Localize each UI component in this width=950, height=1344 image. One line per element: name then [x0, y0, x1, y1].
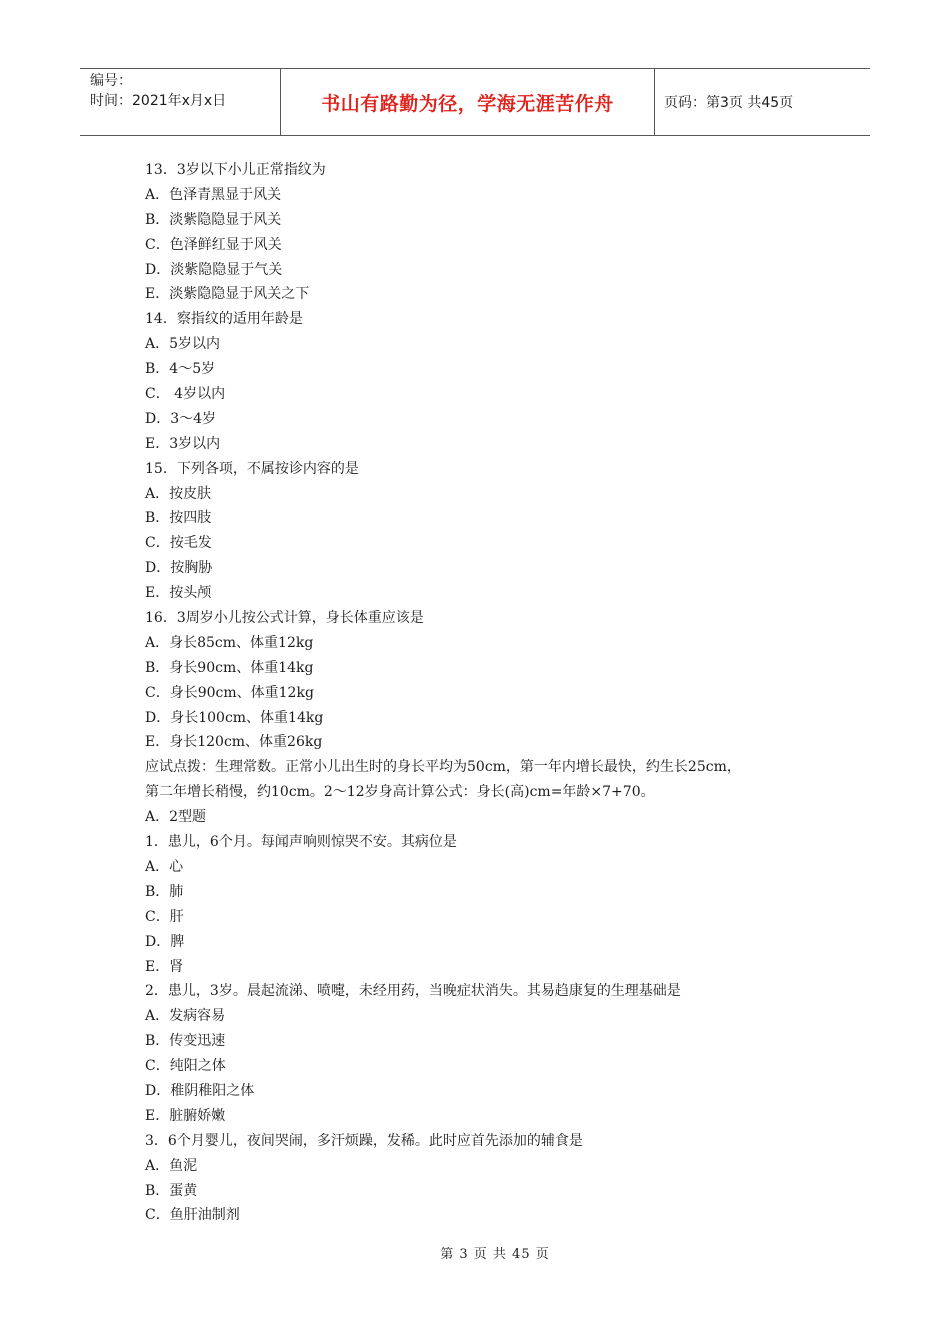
text-line: B．淡紫隐隐显于风关 — [145, 211, 282, 228]
text-line: E．3岁以内 — [145, 435, 221, 452]
number-label: 编号： — [90, 73, 132, 89]
page-header — [80, 68, 870, 136]
text-line: 15．下列各项，不属按诊内容的是 — [145, 460, 359, 477]
text-line: B．肺 — [145, 883, 184, 900]
text-line: D．稚阴稚阳之体 — [145, 1082, 255, 1099]
text-line: E．肾 — [145, 958, 184, 975]
text-line: C．按毛发 — [145, 535, 212, 552]
text-line: B．传变迅速 — [145, 1033, 226, 1050]
date-label: 时间：2021年x月x日 — [90, 93, 227, 109]
header-meta — [80, 69, 281, 135]
text-line: A．心 — [145, 858, 184, 875]
document-body — [145, 158, 815, 1228]
text-line: A．发病容易 — [145, 1008, 226, 1025]
text-line: D．脾 — [145, 933, 185, 950]
text-line: 应试点拨：生理常数。正常小儿出生时的身长平均为50cm，第一年内增长最快，约生长25cm， — [145, 759, 741, 776]
text-line: E．淡紫隐隐显于风关之下 — [145, 286, 310, 303]
text-line: 14．察指纹的适用年龄是 — [145, 311, 303, 328]
text-line: A．5岁以内 — [145, 336, 221, 353]
text-line: D．按胸胁 — [145, 560, 213, 577]
text-line: 2．患儿，3岁。晨起流涕、喷嚏，未经用药，当晚症状消失。其易趋康复的生理基础是 — [145, 983, 681, 1000]
text-line: 1．患儿，6个月。每闻声响则惊哭不安。其病位是 — [145, 834, 457, 851]
text-line: D．淡紫隐隐显于气关 — [145, 261, 283, 278]
text-line: E．按头颅 — [145, 585, 212, 602]
text-line: B．身长90cm、体重14kg — [145, 659, 314, 676]
text-line: C．鱼肝油制剂 — [145, 1207, 240, 1224]
text-line: B．按四肢 — [145, 510, 212, 527]
text-line: D．身长100cm、体重14kg — [145, 709, 324, 726]
text-line: 3．6个月婴儿，夜间哭闹，多汗烦躁，发稀。此时应首先添加的辅食是 — [145, 1132, 583, 1149]
text-line: C．肝 — [145, 908, 184, 925]
text-line: E．身长120cm、体重26kg — [145, 734, 323, 751]
header-page-label: 页码：第3页 共45页 — [664, 95, 794, 111]
text-line: 第二年增长稍慢，约10cm。2～12岁身高计算公式：身长(高)cm=年龄×7+70。 — [145, 784, 655, 801]
text-line: C．纯阳之体 — [145, 1058, 226, 1075]
text-line: A．色泽青黑显于风关 — [145, 186, 282, 203]
text-line: A．身长85cm、体重12kg — [145, 634, 314, 651]
text-line: 16．3周岁小儿按公式计算，身长体重应该是 — [145, 610, 424, 627]
text-line: C．色泽鲜红显于风关 — [145, 236, 282, 253]
text-line: B．蛋黄 — [145, 1182, 198, 1199]
text-line: B．4～5岁 — [145, 361, 216, 378]
text-line: E．脏腑娇嫩 — [145, 1107, 226, 1124]
text-line: A．鱼泥 — [145, 1157, 198, 1174]
text-line: 13．3岁以下小儿正常指纹为 — [145, 162, 326, 178]
text-line: C． 4岁以内 — [145, 386, 226, 403]
text-line: D．3～4岁 — [145, 410, 217, 427]
text-line: C．身长90cm、体重12kg — [145, 684, 314, 701]
text-line: A．按皮肤 — [145, 485, 212, 502]
header-slogan: 书山有路勤为径，学海无涯苦作舟 — [281, 69, 655, 135]
text-line: A．2型题 — [145, 809, 207, 826]
page-footer: 第 3 页 共 45 页 — [440, 1247, 550, 1262]
